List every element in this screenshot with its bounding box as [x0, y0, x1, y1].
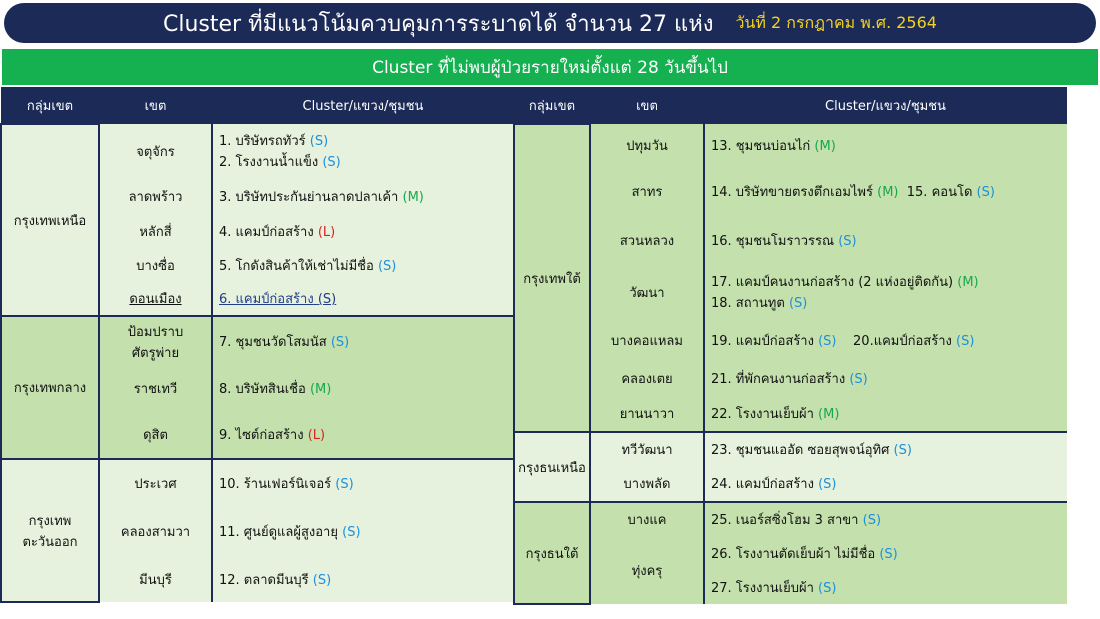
district-cell: สาทร [631, 184, 663, 200]
district-cell: วัฒนา [629, 285, 665, 301]
district-cell: มีนบุรี [139, 572, 172, 588]
table-row [514, 264, 1067, 320]
cluster-link[interactable]: 6. แคมป์ก่อสร้าง (S) [219, 292, 337, 307]
table-row [514, 536, 1067, 570]
group-cell: กรุงเทพใต้ [514, 124, 590, 432]
group-cell: กรุงธนใต้ [514, 502, 590, 604]
cluster-cell: 7. ชุมชนวัดโสมนัส (S) [212, 316, 514, 366]
cluster-cell [212, 282, 514, 316]
cluster-item: 17. แคมป์คนงานก่อสร้าง (2 แห่งอยู่ติดกัน) (M) [711, 275, 979, 290]
district-cell: บางแค [590, 502, 704, 536]
district-cell: ลาดพร้าว [128, 189, 183, 205]
table-row [514, 124, 1067, 166]
right-cluster-table [513, 87, 1067, 605]
district-cell: ทวีวัฒนา [590, 432, 704, 466]
page-title: Cluster ที่มีแนวโน้มควบคุมการระบาดได้ จำนวน 27 แห่ง [163, 11, 714, 37]
cluster-cell: 22. โรงงานเย็บผ้า (M) [704, 396, 1067, 432]
table-row [514, 432, 1067, 466]
group-cell: กรุงธนเหนือ [514, 432, 590, 502]
cluster-cell: 26. โรงงานตัดเย็บผ้า ไม่มีชื่อ (S) [704, 536, 1067, 570]
left-cluster-table [0, 87, 514, 603]
table-row [514, 396, 1067, 432]
header-group: กลุ่มเขต [514, 87, 590, 124]
cluster-item: 2. โรงงานน้ำแข็ง (S) [219, 155, 341, 170]
cluster-cell: 19. แคมป์ก่อสร้าง (S) 20.แคมป์ก่อสร้าง (S) [704, 320, 1067, 360]
district-cell: ยานนาวา [619, 407, 675, 422]
cluster-cell [704, 264, 1067, 320]
cluster-cell: 5. โกดังสินค้าให้เช่าไม่มีชื่อ (S) [212, 248, 514, 282]
header-cluster: Cluster/แขวง/ชุมชน [212, 87, 514, 124]
group-cell: กรุงเทพ ตะวันออก [1, 459, 99, 602]
district-cell: บางพลัด [623, 477, 671, 492]
district-cell: คลองเตย [621, 371, 673, 387]
table-row [514, 360, 1067, 396]
cluster-cell: 24. แคมป์ก่อสร้าง (S) [704, 466, 1067, 502]
district-cell: ประเวศ [99, 459, 212, 506]
table-row [514, 166, 1067, 216]
district-cell: ราชเทวี [133, 382, 178, 397]
district-cell: บางคอแหลม [611, 333, 683, 349]
cluster-cell: 9. ไซต์ก่อสร้าง (L) [212, 411, 514, 459]
district-cell: จตุจักร [136, 144, 175, 160]
left-header-row [1, 87, 514, 124]
table-row [1, 459, 514, 506]
cluster-cell: 14. บริษัทขายตรงตึกเอมไพร์ (M) 15. คอนโด (S) [704, 166, 1067, 216]
cluster-cell: 27. โรงงานเย็บผ้า (S) [704, 570, 1067, 604]
table-row [1, 124, 514, 178]
district-cell: ทุ่งครุ [631, 563, 663, 579]
header-banner [4, 3, 1096, 43]
group-cell: กรุงเทพเหนือ [1, 124, 99, 316]
table-row [514, 502, 1067, 536]
header-district: เขต [99, 87, 212, 124]
cluster-item: 1. บริษัทรถทัวร์ (S) [219, 134, 329, 149]
header-cluster: Cluster/แขวง/ชุมชน [704, 87, 1067, 124]
subtitle-bar [2, 49, 1098, 85]
cluster-cell: 21. ที่พักคนงานก่อสร้าง (S) [704, 360, 1067, 396]
cluster-cell: 25. เนอร์สซิ่งโฮม 3 สาขา (S) [704, 502, 1067, 536]
cluster-item: 18. สถานทูต (S) [711, 296, 808, 311]
district-cell: คลองสามวา [120, 524, 191, 540]
table-row [514, 216, 1067, 264]
cluster-cell: 12. ตลาดมีนบุรี (S) [212, 556, 514, 602]
right-header-row [514, 87, 1067, 124]
table-row [514, 320, 1067, 360]
report-date: วันที่ 2 กรกฎาคม พ.ศ. 2564 [735, 12, 937, 32]
subtitle: Cluster ที่ไม่พบผู้ป่วยรายใหม่ตั้งแต่ 28 วันขึ้นไป [372, 57, 728, 78]
district-cell: บางซื่อ [136, 258, 175, 274]
district-cell: สวนหลวง [619, 233, 675, 249]
table-row [1, 316, 514, 366]
cluster-cell: 4. แคมป์ก่อสร้าง (L) [212, 214, 514, 248]
cluster-cell [212, 124, 514, 178]
district-cell: ดอนเมือง [129, 292, 182, 307]
cluster-cell: 10. ร้านเฟอร์นิเจอร์ (S) [212, 459, 514, 506]
cluster-cell: 23. ชุมชนแออัด ซอยสุพจน์อุทิศ (S) [704, 432, 1067, 466]
header-district: เขต [590, 87, 704, 124]
cluster-cell: 8. บริษัทสินเชื่อ (M) [212, 366, 514, 411]
district-cell: ดุสิต [143, 428, 168, 443]
cluster-cell: 11. ศูนย์ดูแลผู้สูงอายุ (S) [212, 506, 514, 556]
cluster-cell: 16. ชุมชนโมราวรรณ (S) [704, 216, 1067, 264]
district-cell: ปทุมวัน [626, 138, 668, 154]
district-cell: หลักสี่ [139, 224, 172, 240]
cluster-cell: 13. ชุมชนบ่อนไก่ (M) [704, 124, 1067, 166]
header-group: กลุ่มเขต [1, 87, 99, 124]
group-cell: กรุงเทพกลาง [1, 316, 99, 459]
cluster-cell: 3. บริษัทประกันย่านลาดปลาเค้า (M) [212, 178, 514, 214]
table-row [514, 466, 1067, 502]
district-cell: ป้อมปราบ ศัตรูพ่าย [99, 316, 212, 366]
